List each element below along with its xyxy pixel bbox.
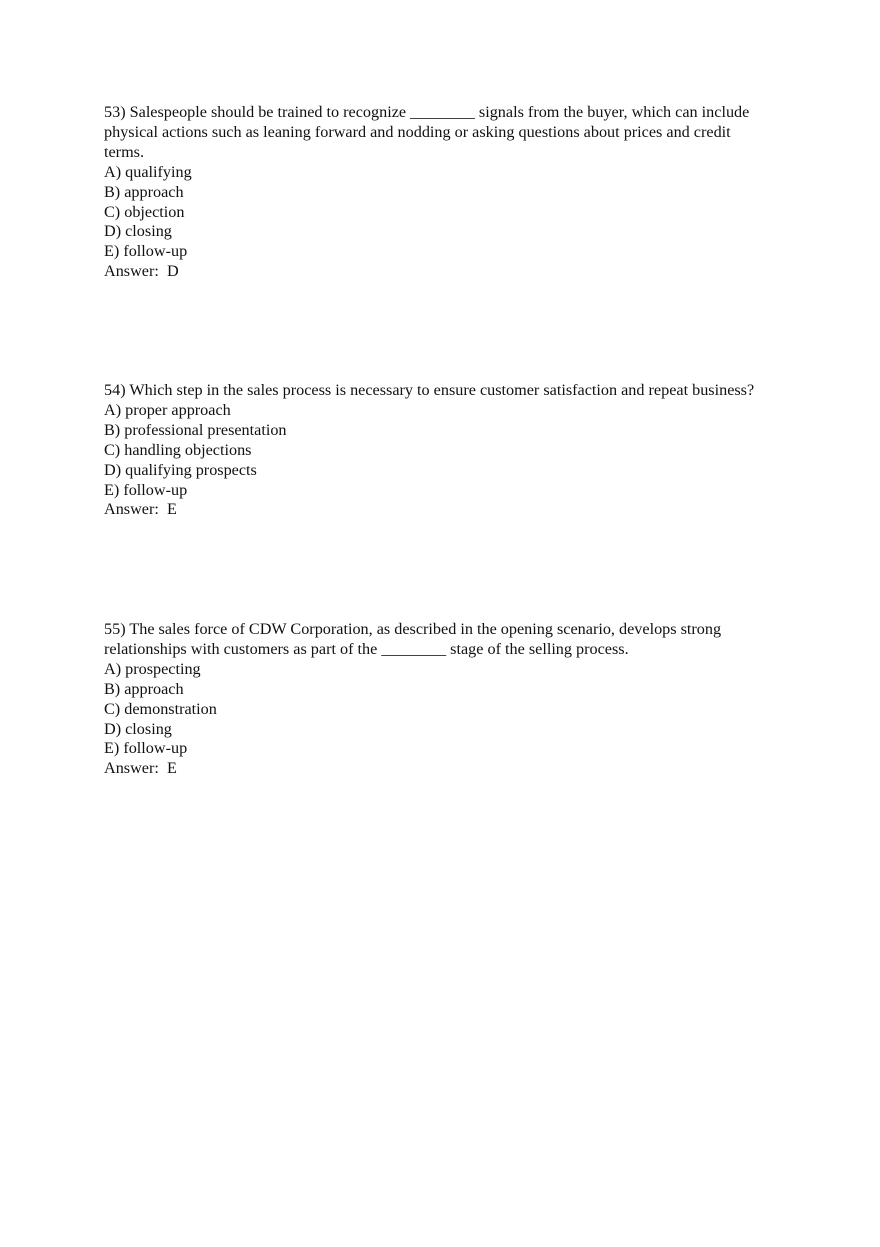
option-a: A) qualifying [104, 162, 192, 181]
option-b: B) approach [104, 182, 184, 201]
answer-options [104, 660, 774, 760]
option-c: C) handling objections [104, 440, 252, 459]
question-number: 53) [104, 103, 126, 121]
option-a: A) proper approach [104, 400, 231, 419]
question-53 [104, 103, 774, 282]
question-54 [104, 381, 774, 520]
option-e: E) follow-up [104, 739, 188, 758]
answer-label: Answer: [104, 262, 159, 281]
option-b: B) approach [104, 679, 184, 698]
answer-value: E [166, 500, 177, 519]
answer-line [104, 262, 774, 282]
option-c: C) objection [104, 202, 185, 221]
option-d: D) qualifying prospects [104, 460, 257, 479]
answer-line [104, 500, 774, 520]
option-c: C) demonstration [104, 699, 217, 718]
question-text: Salespeople should be trained to recognize ________ signals from the buyer, which can include physical actions such as leaning forward and nodding or asking questions about prices and credit terms. [104, 103, 750, 161]
option-e: E) follow-up [104, 242, 188, 261]
option-e: E) follow-up [104, 480, 188, 499]
question-55 [104, 620, 774, 779]
question-stem [104, 381, 774, 401]
option-d: D) closing [104, 222, 172, 241]
option-a: A) prospecting [104, 659, 201, 678]
question-stem [104, 103, 774, 163]
answer-value: D [166, 262, 179, 281]
answer-label: Answer: [104, 759, 159, 778]
question-text: Which step in the sales process is necessary to ensure customer satisfaction and repeat business? [129, 381, 755, 399]
answer-value: E [166, 759, 177, 778]
question-number: 55) [104, 620, 126, 638]
option-d: D) closing [104, 719, 172, 738]
answer-options [104, 401, 774, 501]
answer-line [104, 759, 774, 779]
question-stem [104, 620, 774, 660]
answer-label: Answer: [104, 500, 159, 519]
answer-options [104, 163, 774, 263]
option-b: B) professional presentation [104, 420, 287, 439]
question-text: The sales force of CDW Corporation, as described in the opening scenario, develops strong relationships with customers as part of the ________ stage of the selling process. [104, 620, 722, 658]
question-number: 54) [104, 381, 126, 399]
